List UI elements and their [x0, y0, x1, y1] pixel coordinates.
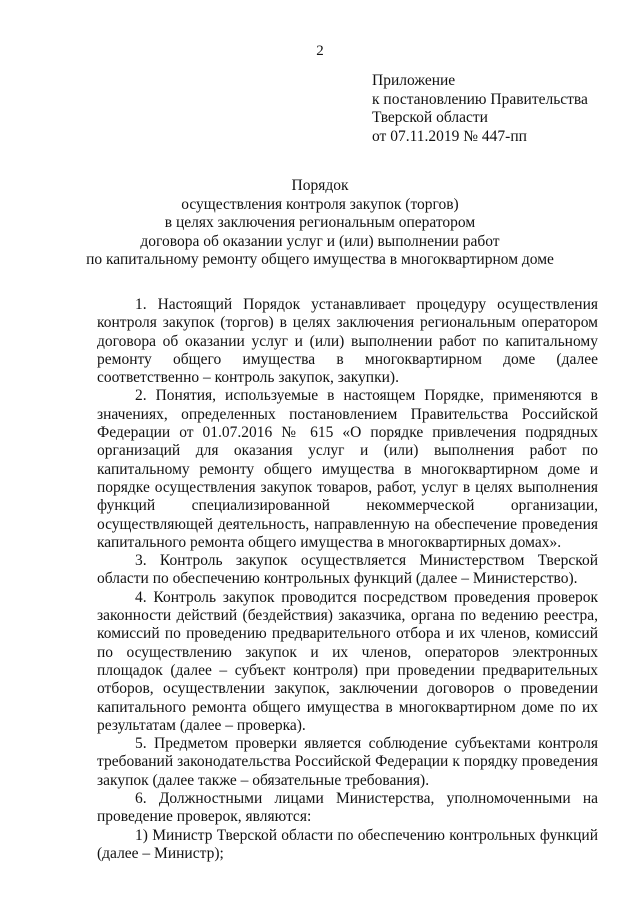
title-line: по капитальному ремонту общего имущества в многоквартирном доме [86, 251, 554, 268]
document-body [97, 296, 598, 863]
appendix-line: Приложение [372, 72, 456, 89]
title-line: в целях заключения региональным оператором [164, 214, 476, 231]
document-title [60, 177, 580, 270]
appendix-line: от 07.11.2019 № 447-пп [372, 127, 527, 145]
page-number: 2 [316, 43, 324, 59]
paragraph-5: 5. Предметом проверки является соблюдение субъектами контроля требований законодательства Российской Федерации к порядку проведения закупок (далее также – обязательные требования). [97, 735, 598, 789]
appendix-block [372, 72, 622, 146]
title-line: договора об оказании услуг и (или) выполнении работ [140, 232, 500, 250]
paragraph-1: 1. Настоящий Порядок устанавливает процедуру осуществления контроля закупок (торгов) в целях заключения региональным оператором договора об оказании услуг и (или) выполнении работ по капитальному ремонту общего имущества в многоквартирном доме (далее соответственно – контроль закупок, закупки). [97, 296, 598, 387]
title-line: Порядок [291, 177, 349, 194]
paragraph-6: 6. Должностными лицами Министерства, уполномоченными на проведение проверок, являются: [97, 790, 598, 826]
appendix-line: Тверской области [372, 109, 488, 126]
paragraph-6-item-1: 1) Министр Тверской области по обеспечению контрольных функций (далее – Министр); [97, 826, 598, 862]
appendix-line: к постановлению Правительства [372, 90, 588, 108]
paragraph-4: 4. Контроль закупок проводится посредством проведения проверок законности действий (бездействия) заказчика, органа по ведению реестра, комиссий по проведению предварительного отбора и их членов, комиссий по осуществлению закупок и их членов, операторов электронных площадок (далее – субъект контроля) при проведении предварительных отборов, осуществлении закупок, заключении договоров о проведении капитального ремонта общего имущества в многоквартирном доме по их результатам (далее – проверка). [97, 588, 598, 734]
title-line: осуществления контроля закупок (торгов) [181, 195, 459, 213]
paragraph-2: 2. Понятия, используемые в настоящем Порядке, применяются в значениях, определенных постановлением Правительства Российской Федерации от 01.07.2016 № 615 «О порядке привлечения подрядных организаций для оказания услуг и (или) выполнения работ по капитальному ремонту общего имущества в многоквартирном доме и порядке осуществления закупок товаров, работ, услуг в целях выполнения функций специализированной некоммерческой организации, осуществляющей деятельность, направленную на обеспечение проведения капитального ремонта общего имущества в многоквартирных домах». [97, 387, 598, 551]
paragraph-3: 3. Контроль закупок осуществляется Министерством Тверской области по обеспечению контрольных функций (далее – Министерство). [97, 552, 598, 588]
